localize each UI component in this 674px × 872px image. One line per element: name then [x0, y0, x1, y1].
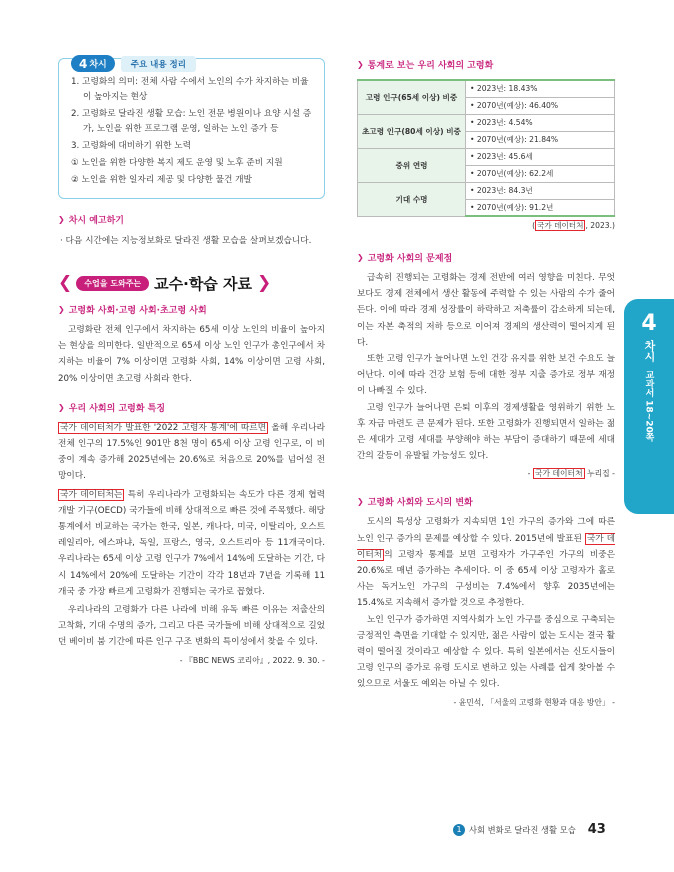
arrow-right-icon: ❯	[357, 497, 364, 507]
table-cell: • 2023년: 84.3년	[466, 182, 615, 199]
source-rest: 누리집 -	[584, 469, 615, 479]
source-pre: -	[527, 469, 533, 479]
table-row	[358, 114, 615, 131]
lesson-badge	[71, 55, 115, 72]
paragraph: 급속히 진행되는 고령화는 경제 전반에 여러 영향을 미친다. 무엇보다도 경제 전체에서 생산 활동에 주력할 수 있는 사람의 수가 줄어든다. 이에 따라 경제 성장률이 하락하고 저축률이 감소하게 되는데, 이는 자본 축적의 저하 등으로 이어져 경제의 생산력이 떨어지게 된다.	[357, 273, 615, 348]
arrow-right-icon: ❯	[58, 305, 65, 314]
material-pill: 수업을 도와주는	[76, 276, 149, 291]
section-heading	[58, 401, 325, 414]
table-cell: • 2070년(예상): 91.2년	[466, 199, 615, 216]
source-citation: - 『BBC NEWS 코리아』, 2022. 9. 30. -	[179, 655, 325, 665]
material-header	[58, 271, 325, 295]
page-number: 43	[587, 822, 606, 837]
preview-heading	[58, 213, 325, 226]
table-cell: • 2023년: 4.54%	[466, 114, 615, 131]
table-key: 중위 연령	[358, 148, 466, 182]
section-heading-text: 고령화 사회의 문제점	[367, 254, 453, 264]
arrow-right-icon: ❯	[357, 60, 364, 69]
highlight-box: 국가 데이터처는	[60, 489, 123, 500]
paragraph: 고령 인구가 늘어나면 은퇴 이후의 경제생활을 영위하기 위한 노후 자금 마련도 큰 문제가 된다. 또한 고령화가 진행되면서 일하는 젊은 세대가 고령 세대를 부양해야 하는 부담이 증대하기 때문에 세대 간의 갈등이 유발될 가능성도 있다.	[357, 402, 615, 462]
paragraph: 고령화란 전체 인구에서 차지하는 65세 이상 노인의 비율이 높아지는 현상을 의미한다. 일반적으로 65세 이상 노인 인구가 총인구에서 차지하는 비율이 7% 이상이면 고령화 사회, 14% 이상이면 고령 사회, 20% 이상이면 초고령 사회라 한다.	[58, 325, 325, 384]
paragraph: 우리나라의 고령화가 다른 나라에 비해 유독 빠른 이유는 저출산의 고착화, 기대 수명의 증가, 그리고 다른 국가들에 비해 상대적으로 길었던 베이비 붐 기간에 따른 인구 구조 변화의 특이성에서 찾을 수 있다.	[58, 605, 325, 648]
table-cell: • 2070년(예상): 21.84%	[466, 131, 615, 148]
highlight-box: 국가 데이터처가 발표한 '2022 고령자 통계'에 따르면	[60, 422, 267, 433]
section-heading	[58, 303, 325, 316]
summary-box	[58, 58, 325, 199]
table-row	[358, 182, 615, 199]
bracket-left-icon: ❮	[58, 273, 73, 293]
table-key: 초고령 인구(80세 이상) 비중	[358, 114, 466, 148]
table-cell: • 2023년: 18.43%	[466, 80, 615, 97]
side-tab-unit: 차시	[643, 340, 656, 362]
preview-text: · 다음 시간에는 지능정보화로 달라진 생활 모습을 살펴보겠습니다.	[60, 236, 312, 246]
source-rest: , 2023.)	[585, 221, 615, 230]
source-citation: - 윤민석, 「서울의 고령화 현황과 대응 방안」 -	[453, 697, 615, 707]
table-cell: • 2023년: 45.6세	[466, 148, 615, 165]
side-tab-inner	[636, 311, 662, 442]
table-row	[358, 148, 615, 165]
side-tab-number: 4	[641, 311, 657, 336]
highlight-box: 국가 데이터처	[534, 469, 583, 479]
paragraph	[58, 487, 325, 600]
paragraph-text: 의 고령자 통계를 보면 고령자가 가구주인 가구의 비중은 20.6%로 매년 증가하는 추세이다. 이 중 65세 이상 고령자가 홀로 사는 독거노인 가구의 구성비는 7.4%에서 향후 2035년에는 15.4%로 지속해서 증가할 것으로 추정한다.	[357, 549, 615, 609]
arrow-right-icon: ❯	[58, 402, 65, 412]
paragraph: 노인 인구가 증가하면 지역사회가 노인 가구를 중심으로 구축되는 긍정적인 측면을 기대할 수 있지만, 젊은 사람이 없는 도시는 결국 활력이 떨어질 것이라고 예상할 수 있다. 특히 일본에서는 신도시들이 고령 인구의 증가로 유령 도시로 변하고 있는 사례를 쉽게 찾아볼 수 있으므로 서울도 예외는 아닐 수 있다.	[357, 614, 615, 690]
arrow-right-icon: ❯	[58, 215, 65, 224]
highlight-box: 국가 데이터처	[357, 533, 615, 560]
section-heading	[357, 58, 615, 71]
summary-list	[71, 75, 314, 188]
table-source	[357, 220, 615, 231]
summary-item: ② 노인을 위한 일자리 제공 및 다양한 물건 개발	[71, 175, 252, 185]
table-key: 고령 인구(65세 이상) 비중	[358, 80, 466, 114]
table-row	[358, 80, 615, 97]
source-citation	[357, 468, 615, 479]
unit-number-badge: 1	[453, 824, 465, 836]
table-cell: • 2070년(예상): 62.2세	[466, 165, 615, 182]
page-footer	[453, 822, 606, 837]
section-heading-text: 우리 사회의 고령화 특징	[68, 403, 166, 414]
stats-table	[357, 79, 615, 217]
paragraph-text: 특히 우리나라가 고령화되는 속도가 다른 경제 협력 개발 기구(OECD) 국가들에 비해 상대적으로 빠른 것에 주목했다. 해당 통계에서 비교하는 국가는 한국, 일본, 캐나다, 미국, 이탈리아, 오스트레일리아, 에스파냐, 독일, 프랑스, 영국, 오스트리아 등 11개국이다. 우리나라는 65세 이상 고령 인구가 7%에서 14%에 도달하는 기간, 다시 14%에서 20%에 도달하는 기간이 각각 18년과 7년을 기록해 11개국 중 가장 빠르게 고령화가 진행되는 국가로 꼽혔다.	[58, 489, 325, 597]
section-heading-text: 통계로 보는 우리 사회의 고령화	[367, 61, 494, 71]
table-key: 기대 수명	[358, 182, 466, 216]
preview-heading-text: 차시 예고하기	[68, 216, 125, 226]
paragraph: 또한 고령 인구가 늘어나면 노인 건강 유지를 위한 보건 수요도 늘어난다. 이에 따라 건강 보험 등에 대한 정부 지출 증가로 정부 재정이 나빠질 수 있다.	[357, 354, 615, 397]
section-heading	[357, 251, 615, 264]
summary-header	[71, 55, 196, 72]
summary-item: 3. 고령화에 대비하기 위한 노력	[71, 141, 192, 151]
lesson-number: 4	[79, 56, 88, 71]
summary-item: 2. 고령화로 달라진 생활 모습: 노인 전문 병원이나 요양 시설 증가, 노인을 위한 프로그램 운영, 일하는 노인 증가 등	[71, 109, 312, 134]
left-column	[58, 58, 325, 666]
table-cell: • 2070년(예상): 46.40%	[466, 97, 615, 114]
arrow-right-icon: ❯	[357, 253, 364, 262]
highlight-box: 국가 데이터처	[537, 221, 584, 230]
section-heading-text: 고령화 사회·고령 사회·초고령 사회	[68, 306, 207, 316]
section-heading-text: 고령화 사회와 도시의 변화	[367, 498, 473, 509]
paragraph	[357, 514, 615, 611]
material-title: 교수·학습 자료	[154, 274, 253, 293]
side-tab-pages: 교과서 18~20쪽	[643, 370, 654, 442]
right-column	[357, 58, 615, 708]
paragraph-text: 올해 우리나라 전체 인구의 17.5%인 901만 8천 명이 65세 이상 고령 인구로, 이 비중이 계속 증가해 2025년에는 20.6%로 처음으로 20%를 넘어설 전망이다.	[58, 422, 325, 482]
bracket-right-icon: ❯	[257, 273, 272, 293]
side-tab	[624, 299, 674, 514]
lesson-unit: 차시	[89, 60, 107, 70]
summary-item: 1. 고령화의 의미: 전체 사람 수에서 노인의 수가 차지하는 비율이 높아지는 현상	[71, 77, 309, 102]
paragraph	[58, 420, 325, 485]
summary-item: ① 노인을 위한 다양한 복지 제도 운영 및 노후 준비 지원	[71, 158, 283, 168]
source-open: (	[532, 221, 536, 230]
unit-title: 사회 변화로 달라진 생활 모습	[469, 824, 576, 835]
section-heading	[357, 495, 615, 508]
summary-title: 주요 내용 정리	[121, 56, 196, 72]
paragraph-text: 도시의 특성상 고령화가 지속되면 1인 가구의 증가와 그에 따른 노인 인구 증가의 문제를 예상할 수 있다. 2015년에 발표된	[357, 517, 615, 544]
